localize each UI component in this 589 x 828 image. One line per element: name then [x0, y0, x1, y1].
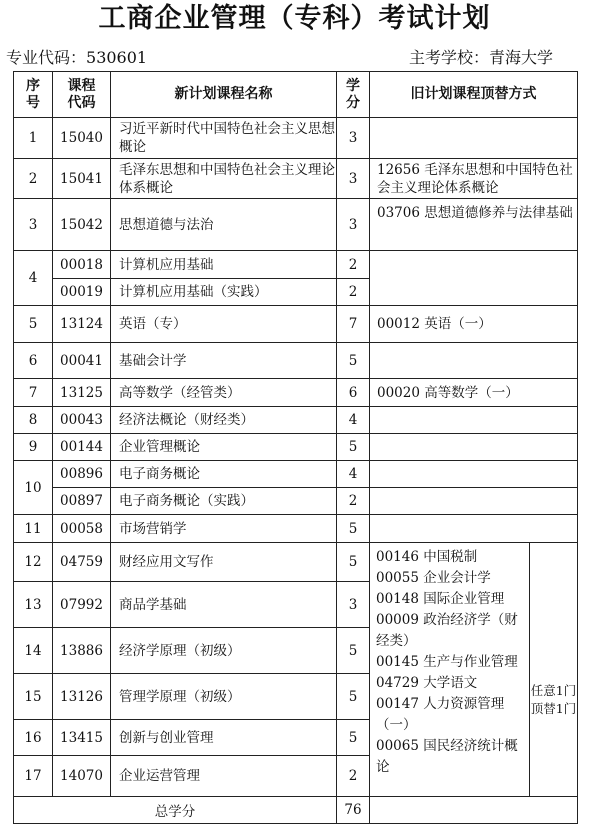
- row-name: 基础会计学: [111, 343, 337, 379]
- table-row: [14, 488, 578, 515]
- major-code: 530601: [86, 48, 148, 67]
- header-old: 旧计划课程顶替方式: [370, 72, 578, 118]
- row-credit: 4: [337, 407, 370, 434]
- row-old: [370, 461, 578, 488]
- header-name: 新计划课程名称: [111, 72, 337, 118]
- row-code: 00058: [53, 515, 111, 543]
- row-seq: 16: [14, 720, 53, 756]
- row-credit: 6: [337, 379, 370, 407]
- row-old: [370, 407, 578, 434]
- row-credit: 5: [337, 434, 370, 461]
- table-row: [14, 343, 578, 379]
- pool-item: 00145 生产与作业管理: [376, 654, 518, 670]
- row-code: 15042: [53, 199, 111, 251]
- row-code: 00043: [53, 407, 111, 434]
- page-title: 工商企业管理（专科）考试计划: [98, 3, 491, 34]
- school-name: 青海大学: [488, 48, 553, 67]
- row-credit: 2: [337, 279, 370, 306]
- row-credit: 5: [337, 515, 370, 543]
- row-seq: 12: [14, 543, 53, 582]
- row-code: 14070: [53, 756, 111, 797]
- row-name: 创新与创业管理: [111, 720, 337, 756]
- row-seq: 6: [14, 343, 53, 379]
- row-credit: 5: [337, 628, 370, 674]
- row-seq: 5: [14, 306, 53, 343]
- table-row: [14, 407, 578, 434]
- row-code: 00018: [53, 251, 111, 279]
- row-old: [370, 515, 578, 543]
- pool-item: 00009 政治经济学（财经类）: [376, 612, 518, 649]
- total-blank: [370, 797, 578, 824]
- row-code: 00019: [53, 279, 111, 306]
- row-credit: 3: [337, 159, 370, 199]
- exam-plan-table: [13, 71, 578, 824]
- row-credit: 5: [337, 674, 370, 720]
- row-code: 15041: [53, 159, 111, 199]
- row-old: 00020 高等数学（一）: [370, 379, 578, 407]
- replacement-pool: [370, 543, 530, 797]
- row-seq: 9: [14, 434, 53, 461]
- row-name: 习近平新时代中国特色社会主义思想概论: [111, 118, 337, 159]
- total-label: 总学分: [14, 797, 337, 824]
- table-row: [14, 379, 578, 407]
- row-name: 商品学基础: [111, 582, 337, 628]
- row-name: 英语（专）: [111, 306, 337, 343]
- row-credit: 5: [337, 343, 370, 379]
- table-row: [14, 159, 578, 199]
- row-name: 思想道德与法治: [111, 199, 337, 251]
- total-credit: 76: [337, 797, 370, 824]
- header-code: 课程 代码: [53, 72, 111, 118]
- row-credit: 3: [337, 199, 370, 251]
- row-credit: 3: [337, 118, 370, 159]
- row-seq: 2: [14, 159, 53, 199]
- row-credit: 5: [337, 720, 370, 756]
- major-code-label: 专业代码：: [6, 48, 87, 67]
- row-old: [370, 488, 578, 515]
- row-name: 市场营销学: [111, 515, 337, 543]
- pool-item: 00055 企业会计学: [376, 570, 491, 586]
- pool-item: 00146 中国税制: [376, 549, 478, 565]
- row-code: 00041: [53, 343, 111, 379]
- row-code: 04759: [53, 543, 111, 582]
- header-credit: 学 分: [337, 72, 370, 118]
- row-old: 03706 思想道德修养与法律基础: [370, 199, 578, 251]
- row-seq: 8: [14, 407, 53, 434]
- row-old: [370, 343, 578, 379]
- row-old: [370, 251, 578, 306]
- row-code: 00897: [53, 488, 111, 515]
- row-code: 00896: [53, 461, 111, 488]
- row-seq: 3: [14, 199, 53, 251]
- row-credit: 3: [337, 582, 370, 628]
- row-code: 13125: [53, 379, 111, 407]
- row-name: 管理学原理（初级）: [111, 674, 337, 720]
- row-credit: 5: [337, 543, 370, 582]
- major-code-line: [6, 48, 147, 68]
- row-credit: 2: [337, 488, 370, 515]
- row-credit: 2: [337, 756, 370, 797]
- row-seq: 14: [14, 628, 53, 674]
- row-seq: 17: [14, 756, 53, 797]
- row-name: 高等数学（经管类）: [111, 379, 337, 407]
- row-name: 经济法概论（财经类）: [111, 407, 337, 434]
- row-seq: 10: [14, 461, 53, 515]
- row-old: 12656 毛泽东思想和中国特色社会主义理论体系概论: [370, 159, 578, 199]
- row-old: [370, 434, 578, 461]
- row-seq: 15: [14, 674, 53, 720]
- row-code: 13886: [53, 628, 111, 674]
- total-row: [14, 797, 578, 824]
- header-seq: 序 号: [14, 72, 53, 118]
- table-row: [14, 543, 578, 582]
- table-row: [14, 199, 578, 251]
- row-old: [370, 118, 578, 159]
- row-old: 00012 英语（一）: [370, 306, 578, 343]
- row-code: 13415: [53, 720, 111, 756]
- school-label: 主考学校：: [408, 48, 489, 67]
- pool-item: 04729 大学语文: [376, 675, 478, 691]
- row-seq: 4: [14, 251, 53, 306]
- row-seq: 7: [14, 379, 53, 407]
- row-code: 07992: [53, 582, 111, 628]
- row-code: 00144: [53, 434, 111, 461]
- table-row: [14, 515, 578, 543]
- row-name: 企业管理概论: [111, 434, 337, 461]
- row-name: 财经应用文写作: [111, 543, 337, 582]
- table-row: [14, 306, 578, 343]
- row-name: 电子商务概论: [111, 461, 337, 488]
- school-line: [409, 48, 553, 68]
- row-name: 毛泽东思想和中国特色社会主义理论体系概论: [111, 159, 337, 199]
- row-name: 经济学原理（初级）: [111, 628, 337, 674]
- pool-item: 00147 人力资源管理（一）: [376, 696, 505, 733]
- table-row: [14, 251, 578, 279]
- table-row: [14, 461, 578, 488]
- row-code: 13126: [53, 674, 111, 720]
- row-name: 计算机应用基础（实践）: [111, 279, 337, 306]
- header-row: [14, 72, 578, 118]
- row-seq: 11: [14, 515, 53, 543]
- row-code: 15040: [53, 118, 111, 159]
- pool-item: 00148 国际企业管理: [376, 591, 505, 607]
- row-seq: 1: [14, 118, 53, 159]
- table-row: [14, 118, 578, 159]
- row-credit: 2: [337, 251, 370, 279]
- replacement-note: 任意1门顶替1门: [530, 543, 578, 797]
- row-credit: 7: [337, 306, 370, 343]
- pool-item: 00065 国民经济统计概论: [376, 738, 518, 775]
- table-row: [14, 434, 578, 461]
- row-name: 计算机应用基础: [111, 251, 337, 279]
- row-credit: 4: [337, 461, 370, 488]
- row-name: 电子商务概论（实践）: [111, 488, 337, 515]
- row-seq: 13: [14, 582, 53, 628]
- row-name: 企业运营管理: [111, 756, 337, 797]
- row-code: 13124: [53, 306, 111, 343]
